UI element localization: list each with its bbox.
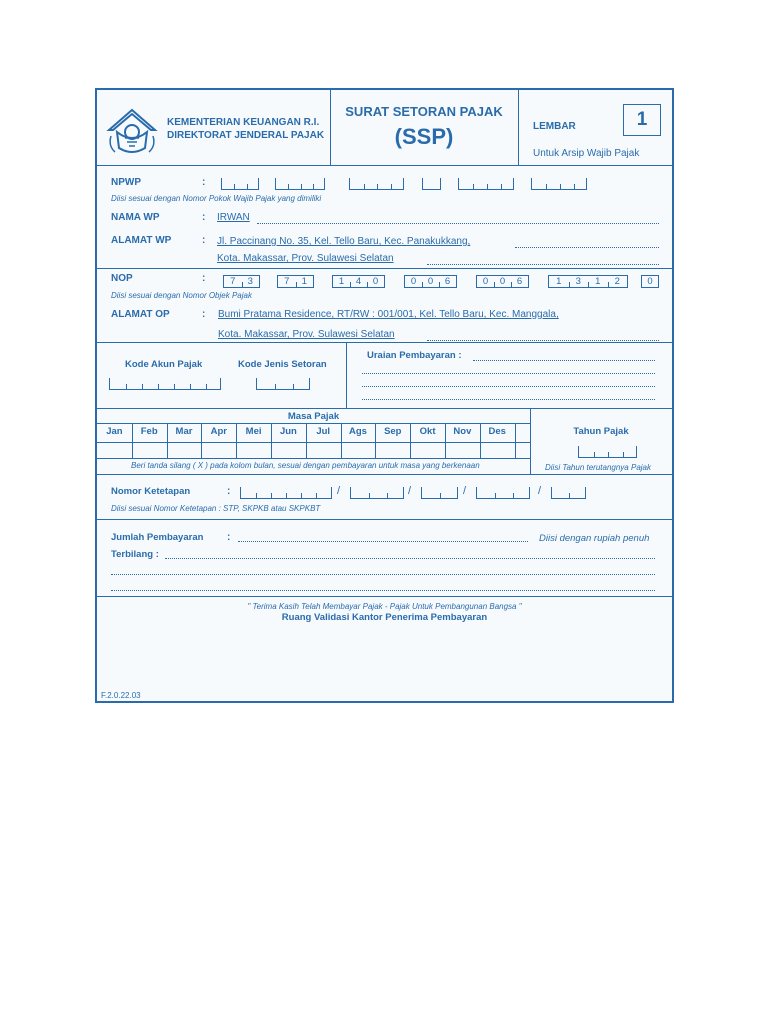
nop-box-7[interactable]: 0 bbox=[641, 275, 659, 288]
nop-box-3[interactable]: 1 4 0 bbox=[332, 275, 385, 288]
npwp-box-6[interactable] bbox=[531, 178, 587, 190]
form-code: F.2.0.22.03 bbox=[101, 691, 141, 700]
lembar-purpose: Untuk Arsip Wajib Pajak bbox=[533, 148, 640, 159]
month-apr[interactable]: Apr bbox=[210, 426, 227, 437]
month-mar[interactable]: Mar bbox=[175, 426, 193, 437]
tahun-pajak-label: Tahun Pajak bbox=[573, 426, 629, 437]
npwp-label: NPWP bbox=[111, 177, 141, 188]
month-feb[interactable]: Feb bbox=[140, 426, 158, 437]
nomor-ketetapan-hint: Diisi sesuai Nomor Ketetapan : STP, SKPKB atau SKPKBT bbox=[111, 504, 321, 513]
nop-box-2[interactable]: 7 1 bbox=[277, 275, 314, 288]
alamat-op-line1: Bumi Pratama Residence, RT/RW : 001/001, Kel. Tello Baru, Kec. Manggala, bbox=[218, 309, 559, 320]
form-title: SURAT SETORAN PAJAK bbox=[345, 104, 503, 119]
month-okt[interactable]: Okt bbox=[419, 426, 436, 437]
nama-wp-label: NAMA WP bbox=[111, 212, 160, 223]
uraian-label: Uraian Pembayaran : bbox=[367, 350, 462, 361]
month-jul[interactable]: Jul bbox=[316, 426, 331, 437]
tahun-pajak-hint: Diisi Tahun terutangnya Pajak bbox=[545, 463, 651, 472]
nop-box-6[interactable]: 1 3 1 2 bbox=[548, 275, 628, 288]
kode-akun-box[interactable] bbox=[109, 378, 221, 390]
lembar-number: 1 bbox=[623, 104, 661, 136]
npwp-hint: Diisi sesuai dengan Nomor Pokok Wajib Pajak yang dimiliki bbox=[111, 194, 322, 203]
form-abbrev: (SSP) bbox=[394, 124, 454, 149]
month-jun[interactable]: Jun bbox=[279, 426, 297, 437]
masa-pajak-title: Masa Pajak bbox=[287, 411, 340, 422]
terbilang-label: Terbilang : bbox=[111, 549, 159, 560]
kode-akun-label: Kode Akun Pajak bbox=[125, 359, 203, 370]
ketetapan-box-1[interactable] bbox=[240, 487, 332, 499]
nop-box-5[interactable]: 0 0 6 bbox=[476, 275, 529, 288]
ministry-logo bbox=[105, 108, 159, 158]
month-sep[interactable]: Sep bbox=[384, 426, 402, 437]
ketetapan-box-2[interactable] bbox=[350, 487, 404, 499]
month-nov[interactable]: Nov bbox=[453, 426, 472, 437]
month-des[interactable]: Des bbox=[488, 426, 506, 437]
ministry-name: KEMENTERIAN KEUANGAN R.I. bbox=[167, 117, 320, 128]
nop-label: NOP bbox=[111, 273, 133, 284]
alamat-wp-line1: Jl. Paccinang No. 35, Kel. Tello Baru, Kec. Panakukkang, bbox=[217, 236, 471, 247]
directorate-name: DIREKTORAT JENDERAL PAJAK bbox=[167, 130, 325, 141]
npwp-box-1[interactable] bbox=[221, 178, 259, 190]
alamat-wp-label: ALAMAT WP bbox=[111, 235, 172, 246]
alamat-op-line2: Kota. Makassar, Prov. Sulawesi Selatan bbox=[218, 329, 395, 340]
masa-pajak-hint: Beri tanda silang ( X ) pada kolom bulan, sesuai dengan pembayaran untuk masa yang berkenaan bbox=[131, 461, 480, 470]
ketetapan-box-3[interactable] bbox=[421, 487, 458, 499]
jumlah-pembayaran-label: Jumlah Pembayaran bbox=[111, 532, 204, 543]
alamat-op-label: ALAMAT OP bbox=[111, 309, 170, 320]
lembar-label: LEMBAR bbox=[533, 121, 576, 132]
jumlah-pembayaran-hint: Diisi dengan rupiah penuh bbox=[539, 533, 650, 544]
kode-jenis-label: Kode Jenis Setoran bbox=[238, 359, 327, 370]
ssp-form: KEMENTERIAN KEUANGAN R.I. DIREKTORAT JENDERAL PAJAK SURAT SETORAN PAJAK (SSP) LEMBAR 1 Untuk Arsip Wajib Pajak NPWP : Diisi sesuai dengan Nomor Pokok Wajib Pajak yang dimiliki NAMA WP : IRWAN ALAMAT WP : Jl. Paccinang No. 35, Kel. Tello Baru, Kec. Panakukkang, Kota. Makassar, Prov. Sulawesi Selatan NOP : 7 3 7 1 1 4 0 0 0 6 0 0 6 1 3 1 2 0 Diisi sesuai dengan Nomor Objek Pajak ALAMAT OP : Bumi Pratama Residence, RT/RW : 001/001, Kel. Tello Baru, Kec. Manggala, Kota. Makassar, Prov. Sulawesi Selatan Kode Akun Pajak Kode Jenis Setoran Uraian Pembayaran : Masa Pajak Jan Feb Mar Apr Mei Jun Jul Ags Sep Okt Nov Des Beri tanda silang ( X ) pada kolom bulan, sesuai dengan pembayaran untuk masa yang berkenaan Tahun Pajak Diisi Tahun terutangnya Pajak Nomor Ketetapan : / / / / Diisi sesuai Nomor Ketetapan : STP, SKPKB atau SKPKBT Jumlah Pembayaran : Diisi dengan rupiah penuh Terbilang : " Terima Kasih Telah Membayar Pajak - Pajak Untuk Pembangunan Bangsa " Ruang Validasi Kantor Penerima Pembayaran F.2.0.22.03 bbox=[95, 88, 674, 703]
ketetapan-box-4[interactable] bbox=[476, 487, 530, 499]
npwp-box-5[interactable] bbox=[458, 178, 514, 190]
ketetapan-box-5[interactable] bbox=[551, 487, 586, 499]
slogan-text: " Terima Kasih Telah Membayar Pajak - Pajak Untuk Pembangunan Bangsa " bbox=[247, 602, 522, 611]
month-mei[interactable]: Mei bbox=[245, 426, 262, 437]
month-jan[interactable]: Jan bbox=[106, 426, 123, 437]
npwp-box-4[interactable] bbox=[422, 178, 441, 190]
month-ags[interactable]: Ags bbox=[349, 426, 367, 437]
alamat-wp-line2: Kota. Makassar, Prov. Sulawesi Selatan bbox=[217, 253, 394, 264]
npwp-box-3[interactable] bbox=[349, 178, 404, 190]
validasi-title: Ruang Validasi Kantor Penerima Pembayaran bbox=[281, 612, 488, 623]
nop-hint: Diisi sesuai dengan Nomor Objek Pajak bbox=[111, 291, 252, 300]
nomor-ketetapan-label: Nomor Ketetapan bbox=[111, 486, 191, 497]
nop-box-1[interactable]: 7 3 bbox=[223, 275, 260, 288]
tahun-pajak-box[interactable] bbox=[578, 446, 637, 458]
nop-box-4[interactable]: 0 0 6 bbox=[404, 275, 457, 288]
npwp-box-2[interactable] bbox=[275, 178, 325, 190]
kode-jenis-box[interactable] bbox=[256, 378, 310, 390]
nama-wp-value: IRWAN bbox=[217, 212, 250, 223]
